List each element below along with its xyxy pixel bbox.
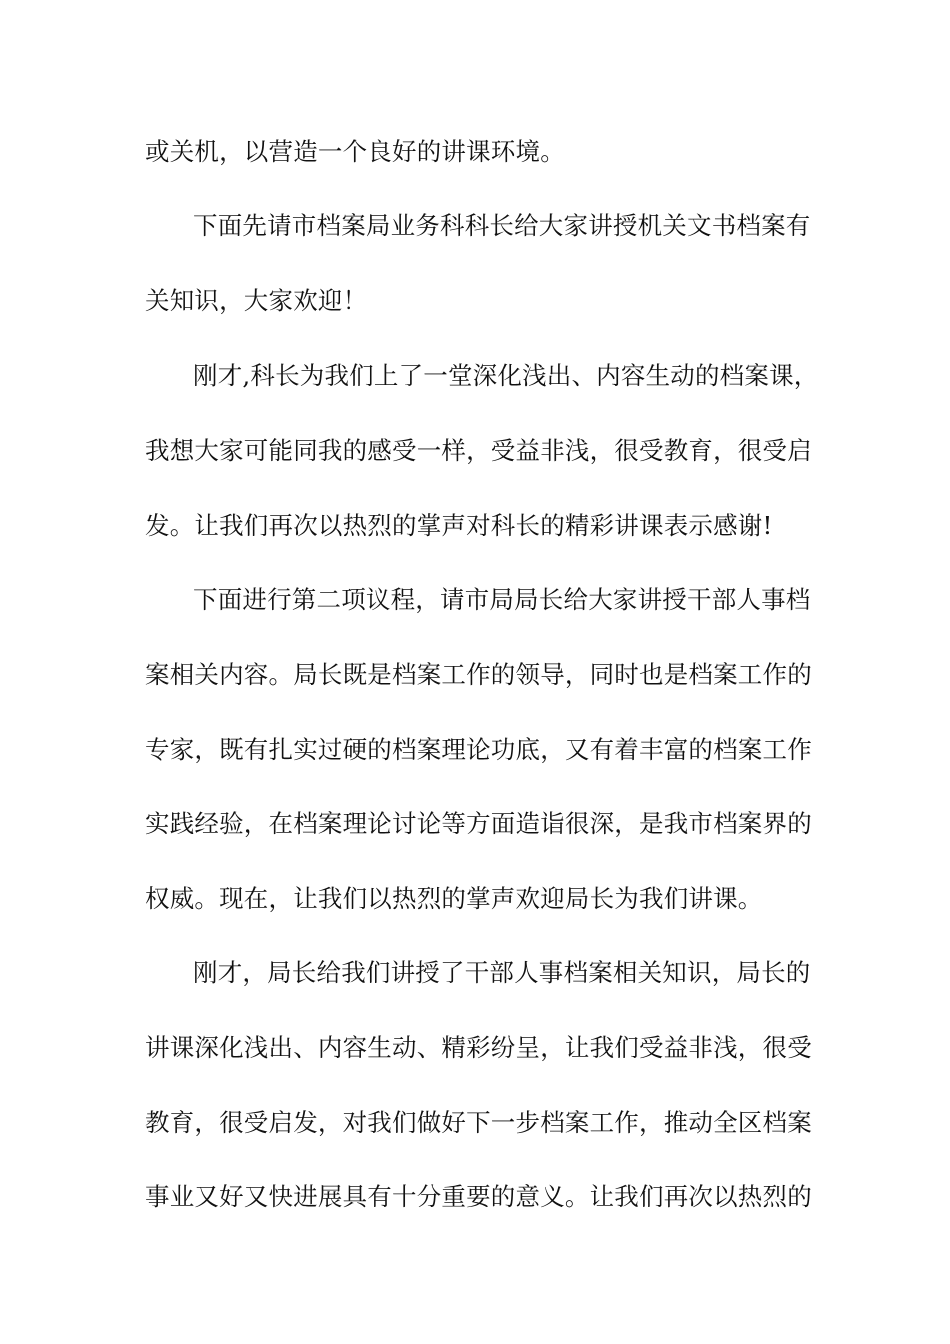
- text-line: 讲课深化浅出、内容生动、精彩纷呈，让我们受益非浅，很受: [145, 1033, 812, 1062]
- paragraph-first-line: 下面先请市档案局业务科科长给大家讲授机关文书档案有: [193, 211, 811, 240]
- text-line: 专家，既有扎实过硬的档案理论功底，又有着丰富的档案工作: [145, 735, 812, 764]
- paragraph-first-line: 下面进行第二项议程，请市局局长给大家讲授干部人事档: [193, 585, 811, 614]
- text-line: 权威。现在，让我们以热烈的掌声欢迎局长为我们讲课。: [145, 884, 763, 913]
- text-line: 或关机，以营造一个良好的讲课环境。: [145, 137, 565, 166]
- text-line: 发。让我们再次以热烈的掌声对科长的精彩讲课表示感谢!: [145, 511, 773, 540]
- text-line: 案相关内容。局长既是档案工作的领导，同时也是档案工作的: [145, 660, 812, 689]
- text-line: 教育，很受启发，对我们做好下一步档案工作，推动全区档案: [145, 1108, 812, 1137]
- text-line: 实践经验，在档案理论讨论等方面造诣很深，是我市档案界的: [145, 809, 812, 838]
- paragraph-first-line: 刚才，局长给我们讲授了干部人事档案相关知识，局长的: [193, 958, 811, 987]
- text-line: 我想大家可能同我的感受一样，受益非浅，很受教育，很受启: [145, 436, 812, 465]
- text-line: 关知识，大家欢迎！: [145, 286, 368, 315]
- text-line: 事业又好又快进展具有十分重要的意义。让我们再次以热烈的: [145, 1182, 812, 1211]
- paragraph-first-line: 刚才,科长为我们上了一堂深化浅出、内容生动的档案课，: [193, 361, 819, 390]
